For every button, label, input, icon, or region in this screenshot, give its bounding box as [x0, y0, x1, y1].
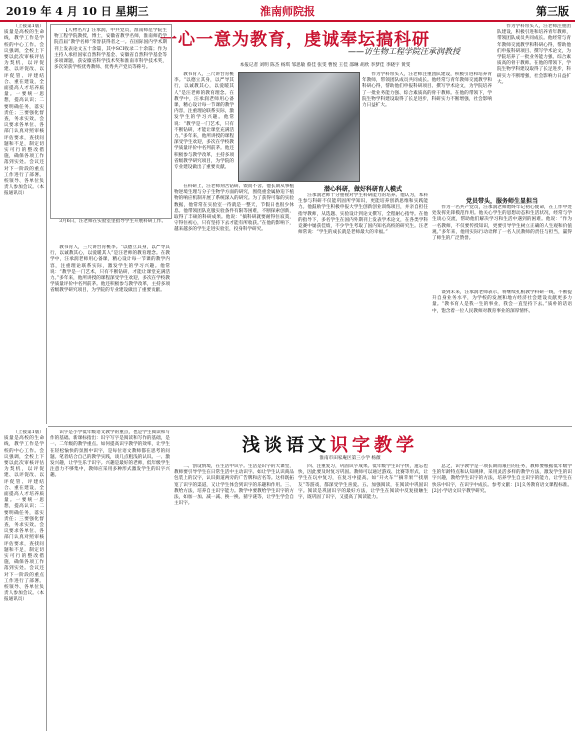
- article2-col2: [174, 464, 294, 730]
- paragraph: 四、注重复习，巩固识字成果。低年级学生识字快，遗忘也快，因此要及时复习巩固。教师可以通过游戏、比赛等形式，让学生在玩中复习，在复习中提高。如“开火车”“摘苹果”“找朋友”等游戏，都深受学生喜爱。五、加强阅读，在阅读中巩固识字。阅读是巩固识字的最好方法，让学生在阅读中反复接触生字，既巩固了识字，又提高了阅读能力。: [298, 464, 428, 501]
- paragraph: 总之，识字教学是一项长期而艰巨的任务，教师要根据低年级学生的年龄特点和认知规律，采用灵活多样的教学方法，激发学生的识字兴趣，教给学生识字的方法，培养学生自主识字的能力，让学生在快乐中识字，在识字中成长。参考文献：[1]义务教育语文课程标准。[2]小学语文识字教学研究。: [432, 464, 572, 494]
- researcher-photo: [238, 72, 360, 182]
- section-heading-1: 潜心科研，做好科研育人模式: [323, 186, 402, 193]
- article1-col3: [298, 193, 428, 422]
- page-number: 第三版: [536, 5, 569, 18]
- article1-col5: [432, 205, 572, 285]
- title-part-2: 识字教学: [330, 435, 418, 456]
- article2-col3: [298, 464, 428, 730]
- article-separator: [48, 426, 572, 427]
- article1-col1b: [50, 245, 170, 422]
- caption-text: 3月6日，汪老师在实验室里指导学生开展科研工作。: [59, 219, 167, 224]
- profile-intro: [54, 28, 167, 214]
- issue-date: 2019 年 4 月 10 日 星期三: [6, 5, 149, 18]
- left-column-text: [4, 24, 44, 421]
- title-part-1: 浅谈语文: [242, 435, 330, 456]
- paragraph: 作为学科带头人，汪老师注重团队建设，积极引进和培养青年教师，带领团队成员共同成长。他经常与青年教师交流教学和科研心得，帮助他们申报科研项目、撰写学术论文，为学院培养了一批业务能力强、综合素质高的骨干教师。在他的带领下，学院生物学科建设取得了长足进步，科研实力不断增强，社会影响力日益扩大。: [362, 72, 492, 109]
- paragraph: 在科研上，汪老师刻苦钻研、锲而不舍。他长期从事植物逆境生理与分子生物学方面的研究，围绕重金属胁迫下植物的响应机制开展了系统深入的研究。为了获得可靠的实验数据，他常常在实验室一待就是一整天，节假日也很少休息。他带领团队克服实验条件有限等困难，不断探索创新，取得了丰硕的科研成果。他说：“搞科研就要耐得住寂寞，守得住初心，只有坚持下去才能有所收获。”在他的影响下，越来越多的学生走进实验室，投身科学研究。: [174, 184, 294, 233]
- newspaper-name: 淮南师院报: [260, 5, 315, 18]
- article2-col1: [50, 430, 170, 730]
- article2-col4: [432, 464, 572, 730]
- profile-text: 【人物名片】汪承润，中共党员，淮南师范学院生物工程学院教授，博士，安徽省教学名师，淮南师范学院首届“教学名师”荣誉获得者之一。在国际国内学术期刊上发表论文五十余篇，其中SCI收录二十余篇；作为主持人承担国家自然科学基金、安徽省自然科学基金等多项课题，获安徽省科学技术奖和淮南市科学技术奖，多次荣获学校优秀教师、优秀共产党员等称号。: [54, 28, 167, 71]
- left-column-paragraph: （上接第1版）质量是高校的生命线，教学工作是学校的中心工作。会议强调，全校上下要以此次审核评估为契机，以评促建、以评促改、以评促管、评建结合、重在建设，全面提高人才培养质量。一要统一思想，提高认识；二要明确任务，落实责任；三要强化督查，务求实效。会议要求各单位、各部门认真对照审核评估要求，查找问题和不足，制定切实可行的整改措施，确保各项工作落到实处。会议还对下一阶段的重点工作进行了部署。校领导、各单位负责人参加会议。（本报通讯员）: [4, 430, 44, 603]
- article1-byline: 本报记者 刘明 陈杰 杨琪 邹思敏 蔡佳 张雯 曹悦 王佳 邵琳 胡欣 李梦佳 李晓宇 黄雯: [239, 63, 411, 68]
- paragraph: 二、创设情境，在生活中识字。生活是识字的大课堂，教师要引导学生在日常生活中主动识字。如让学生认识商品包装上的汉字，认识街道两旁的广告牌和店名等。这样既拓宽了识字的渠道，又让学生体会到识字的乐趣和作用。三、教给方法，培养自主识字能力。教学中要教给学生识字的方法，如加一加、减一减、换一换、猜字谜等，让学生学会自主识字。: [174, 464, 294, 507]
- paragraph: 汪承润老师十分重视对学生科研能力的培养。他认为，本科生参与科研不仅能巩固所学知识，更能培养创新思维和实践能力。他鼓励学生积极申报大学生创新创业训练项目，并亲自担任指导教师，从选题、实验设计到论文撰写，全程耐心指导。在他的指导下，多名学生在国内外期刊上发表学术论文，在各类学科竞赛中屡获佳绩，不少学生考取了国内知名高校的研究生。汪老师常说：“学生的成长就是老师最大的幸福。”: [298, 193, 428, 236]
- article2-byline: 淮南市田家庵区第三小学 杨薇: [319, 456, 381, 461]
- left-column-lower: [4, 430, 44, 730]
- page-header: [0, 0, 575, 22]
- article1-col5-top: [497, 24, 571, 194]
- article1-col6: [432, 290, 572, 422]
- divider: [46, 428, 47, 731]
- section-heading-2: 党员带头，服务师生显担当: [465, 198, 538, 205]
- article1-col2: [174, 184, 294, 422]
- photo-caption: [50, 219, 170, 243]
- article1-subtitle: ——访生物工程学院汪承润教授: [348, 47, 460, 56]
- article1-col4: [362, 72, 492, 180]
- article1-title: 一心一意为教育，虔诚奉坛搞科研: [160, 30, 430, 50]
- divider: [46, 22, 47, 424]
- paragraph: 作为学科带头人，汪老师注重团队建设，积极引进和培养青年教师，带领团队成员共同成长。他经常与青年教师交流教学和科研心得，帮助他们申报科研项目、撰写学术论文，为学院培养了一批业务能力强、综合素质高的骨干教师。在他的带领下，学院生物学科建设取得了长足进步，科研实力不断增强，社会影响力日益扩大。: [497, 24, 571, 85]
- paragraph: 教书育人，三尺讲台育桃李。“以德立其身，以严导其行，以诚教其心，以爱暖其人”是汪老师的教育理念。在教学中，汪承润老师用心备课，精心设计每一节课的教学内容，注重理论联系实际，激发学生的学习兴趣。他常说：“教学是一门艺术，只有不断钻研，才能让课堂充满活力。”多年来，他所讲授的课程深受学生欢迎，多次在学校教学质量评价中名列前茅。他还积极参与教学改革，主持多项省级教学研究项目，为学院的专业建设做出了重要贡献。: [50, 245, 170, 294]
- left-column-paragraph: （上接第1版）质量是高校的生命线，教学工作是学校的中心工作。会议强调，全校上下要以此次审核评估为契机，以评促建、以评促改、以评促管、评建结合、重在建设，全面提高人才培养质量。一要统一思想，提高认识；二要明确任务，落实责任；三要强化督查，务求实效。会议要求各单位、各部门认真对照审核评估要求，查找问题和不足，制定切实可行的整改措施，确保各项工作落到实处。会议还对下一阶段的重点工作进行了部署。校领导、各单位负责人参加会议。（本报通讯员）: [4, 24, 44, 197]
- paragraph: 教书育人，三尺讲台育桃李。“以德立其身，以严导其行，以诚教其心，以爱暖其人”是汪老师的教育理念。在教学中，汪承润老师用心备课，精心设计每一节课的教学内容，注重理论联系实际，激发学生的学习兴趣。他常说：“教学是一门艺术，只有不断钻研，才能让课堂充满活力。”多年来，他所讲授的课程深受学生欢迎，多次在学校教学质量评价中名列前茅。他还积极参与教学改革，主持多项省级教学研究项目，为学院的专业建设做出了重要贡献。: [174, 72, 234, 171]
- article1-col1: [174, 72, 234, 180]
- paragraph: 谈到未来，汪承润老师表示，将继续扎根教学科研一线，不断提升自身业务水平，为学校的发展和地方经济社会建设贡献更多力量。“教书育人是我一生的事业，我会一直坚持下去。”质朴的话语中，饱含着一位人民教师对教育事业的深厚情怀。: [432, 290, 572, 314]
- article2-title: [170, 431, 490, 457]
- paragraph: 作为一名共产党员，汪承润老师始终牢记初心使命，在工作中处处发挥先锋模范作用。他关心学生的思想动态和生活状况，经常与学生谈心交流，帮助他们解决学习和生活中遇到的困难。他说：“作为一名教师，不仅要传授知识，更要引导学生树立正确的人生观和价值观。”多年来，他用实际行动诠释了一名人民教师的责任与担当，赢得了师生的广泛赞誉。: [432, 205, 572, 242]
- paragraph: 识字是小学低年级语文教学的重点，也是学生阅读和写作的基础。新课标指出：识字写字是阅读和写作的基础，是一、二年级的教学重点。如何提高识字教学的效率，让学生在轻松愉快的氛围中识字，是每位语文教师都在思考的问题。笔者结合自己的教学实践，谈几点粗浅的认识。一、激发兴趣，让学生乐于识字。兴趣是最好的老师，低年级学生注意力不够集中，教师应采用多种形式激发学生的识字兴趣。: [50, 430, 170, 479]
